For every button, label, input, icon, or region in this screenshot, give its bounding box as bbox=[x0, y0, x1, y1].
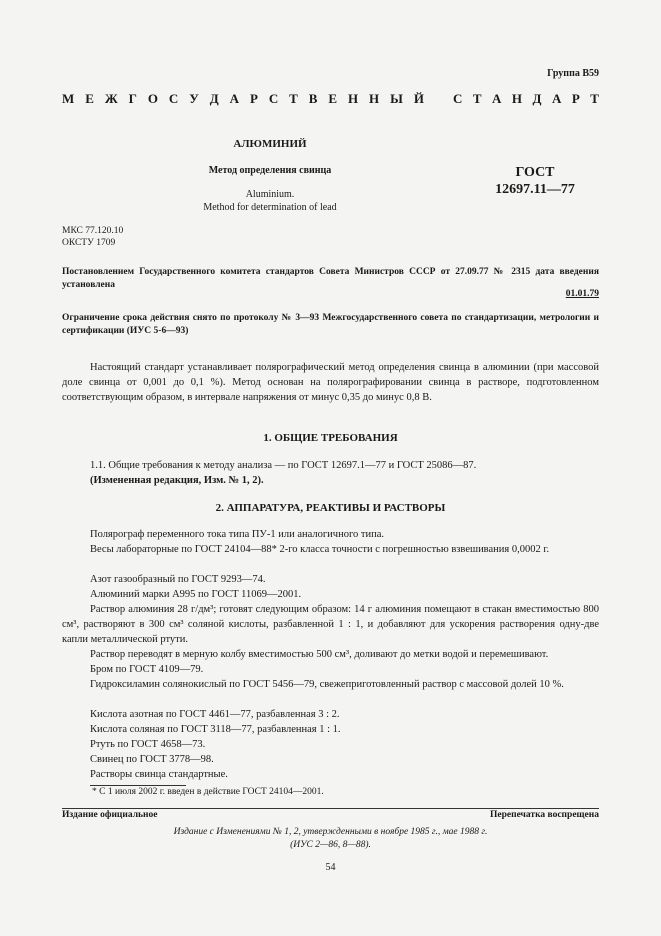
section-1-amendment: (Измененная редакция, Изм. № 1, 2). bbox=[90, 475, 264, 486]
banner-letter: А bbox=[229, 91, 239, 106]
gost-code: 12697.11—77 bbox=[495, 182, 575, 197]
banner-letter: Н bbox=[511, 91, 523, 106]
banner-letter: Ы bbox=[390, 91, 403, 106]
decree-text: Постановлением Государственного комитета стандартов Совета Министров СССР от 27.09.77 № 2315 дата введения установлена bbox=[62, 267, 599, 290]
banner-word-standard bbox=[453, 91, 599, 107]
introduction-date: 01.01.79 bbox=[565, 289, 599, 299]
banner-letter: А bbox=[551, 91, 562, 106]
banner-letter: Т bbox=[590, 91, 599, 106]
gost-number bbox=[470, 164, 600, 198]
banner-letter: Н bbox=[347, 91, 359, 106]
group-code: Группа В59 bbox=[547, 68, 599, 79]
list-item: Полярограф переменного тока типа ПУ-1 или аналогичного типа. bbox=[90, 529, 384, 540]
banner-letter: Т bbox=[472, 91, 482, 106]
banner-letter: А bbox=[492, 91, 502, 106]
page-number: 54 bbox=[325, 862, 336, 873]
banner-letter: Р bbox=[571, 91, 580, 106]
banner-letter: С bbox=[453, 91, 463, 106]
banner-letter: О bbox=[147, 91, 158, 106]
banner-letter: С bbox=[168, 91, 179, 106]
english-subtitle: Method for determination of lead bbox=[203, 202, 337, 213]
official-edition-label: Издание официальное bbox=[62, 810, 158, 820]
list-item: Весы лабораторные по ГОСТ 24104—88* 2-го класса точности с погрешностью взвешивания 0,0002 г. bbox=[90, 544, 550, 555]
section-1-heading: 1. ОБЩИЕ ТРЕБОВАНИЯ bbox=[263, 432, 398, 444]
banner-letter: Й bbox=[413, 91, 424, 106]
banner-letter: Г bbox=[128, 91, 137, 106]
banner-letter: Т bbox=[289, 91, 298, 106]
banner-letter: Е bbox=[328, 91, 338, 106]
list-item: Раствор алюминия 28 г/дм³; готовят следующим образом: 14 г алюминия помещают в стакан вместимостью 800 см³, растворяют в 300 см³ соляной кислоты, разбавленной 1 : 1, и добавляют для ускорения растворения одну-две капли металлической ртути. bbox=[62, 604, 599, 645]
banner-letter: Е bbox=[85, 91, 94, 106]
validity-limit-text: Ограничение срока действия снято по протоколу № 3—93 Межгосударственного совета по стандартизации, метрологии и сертификации (ИУС 5-6—93) bbox=[62, 313, 599, 336]
gost-label: ГОСТ bbox=[515, 165, 555, 180]
mks-code: МКС 77.120.10 bbox=[62, 226, 124, 236]
list-item: Растворы свинца стандартные. bbox=[90, 769, 228, 780]
banner-letter: Р bbox=[249, 91, 258, 106]
list-item: Бром по ГОСТ 4109—79. bbox=[90, 664, 204, 675]
english-title: Aluminium. bbox=[245, 189, 295, 200]
okstu-code: ОКСТУ 1709 bbox=[62, 238, 116, 248]
edition-note-line1: Издание с Изменениями № 1, 2, утвержденными в ноябре 1985 г., мае 1988 г. bbox=[173, 827, 488, 837]
banner-letter: Ж bbox=[104, 91, 118, 106]
footer-rule bbox=[62, 808, 599, 809]
footnote-rule bbox=[90, 785, 186, 786]
list-item: Свинец по ГОСТ 3778—98. bbox=[90, 754, 214, 765]
footnote: * С 1 июля 2002 г. введен в действие ГОСТ 24104—2001. bbox=[92, 787, 324, 797]
banner-letter: В bbox=[308, 91, 318, 106]
list-item: Алюминий марки А995 по ГОСТ 11069—2001. bbox=[90, 589, 302, 600]
document-title: АЛЮМИНИЙ bbox=[233, 138, 307, 150]
banner-word-interstate bbox=[62, 91, 424, 107]
reprint-notice: Перепечатка воспрещена bbox=[489, 810, 599, 820]
banner-letter: У bbox=[189, 91, 199, 106]
list-item: Кислота соляная по ГОСТ 3118—77, разбавленная 1 : 1. bbox=[90, 724, 341, 735]
intro-paragraph: Настоящий стандарт устанавливает полярографический метод определения свинца в алюминии (при массовой доле свинца от 0,001 до 0,1 %). Метод основан на полярографировании свинца в растворе, подготовленном соответствующим образом, в интервале напряжения от минус 0,35 до минус 0,8 В. bbox=[62, 362, 599, 403]
banner-letter: Д bbox=[209, 91, 219, 106]
banner-letter: Н bbox=[369, 91, 380, 106]
section-2-heading: 2. АППАРАТУРА, РЕАКТИВЫ И РАСТВОРЫ bbox=[215, 502, 446, 514]
list-item: Азот газообразный по ГОСТ 9293—74. bbox=[90, 574, 266, 585]
edition-note-line2: (ИУС 2—86, 8—88). bbox=[290, 840, 371, 850]
list-item: Гидроксиламин солянокислый по ГОСТ 5456—79, свежеприготовленный раствор с массовой долей 10 %. bbox=[90, 679, 564, 690]
edition-note bbox=[62, 826, 599, 852]
document-subtitle: Метод определения свинца bbox=[208, 165, 332, 176]
list-item: Раствор переводят в мерную колбу вместимостью 500 см³, доливают до метки водой и перемешивают. bbox=[90, 649, 549, 660]
section-1-paragraph: 1.1. Общие требования к методу анализа — по ГОСТ 12697.1—77 и ГОСТ 25086—87. bbox=[90, 460, 477, 471]
list-item: Кислота азотная по ГОСТ 4461—77, разбавленная 3 : 2. bbox=[90, 709, 340, 720]
banner-letter: М bbox=[62, 91, 75, 106]
banner-letter: С bbox=[268, 91, 279, 106]
list-item: Ртуть по ГОСТ 4658—73. bbox=[90, 739, 206, 750]
banner-letter: Д bbox=[532, 91, 542, 106]
standard-banner bbox=[62, 91, 599, 107]
